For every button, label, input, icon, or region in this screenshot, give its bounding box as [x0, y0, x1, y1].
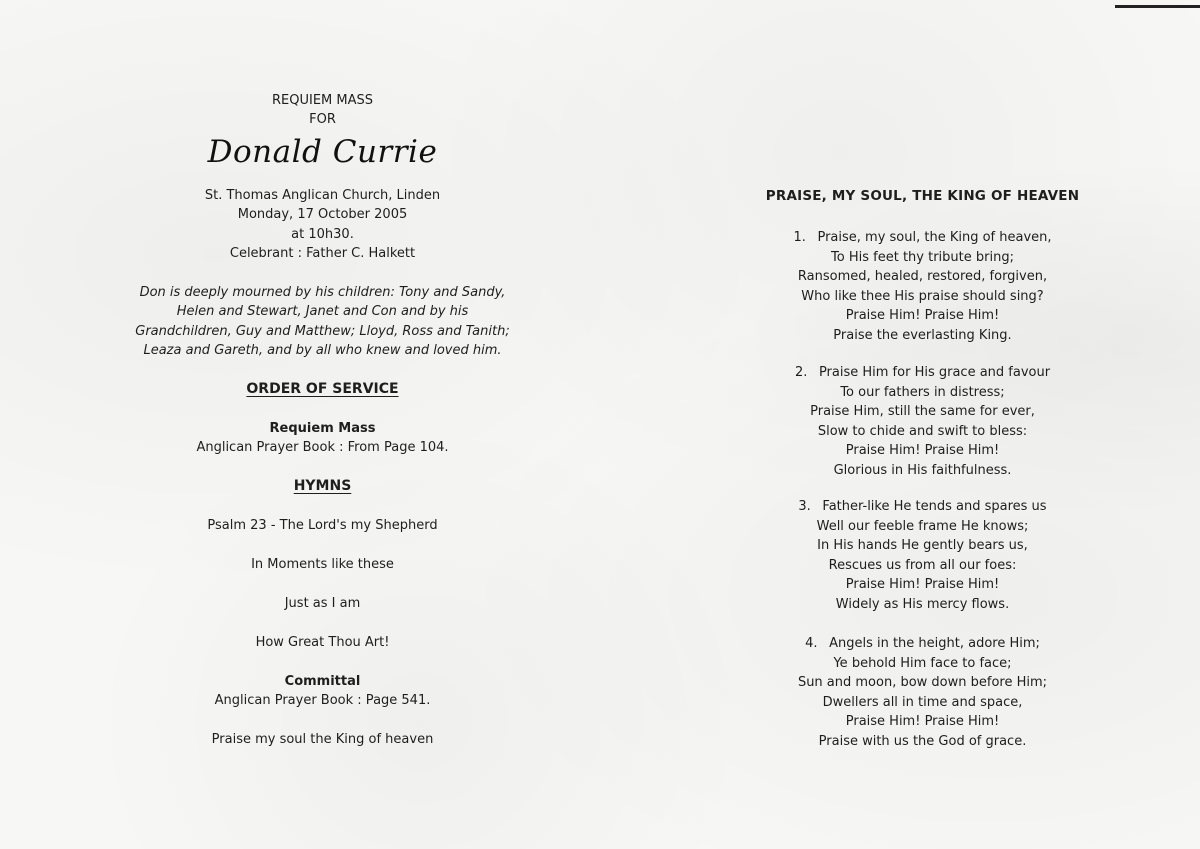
requiem-mass-title: Requiem Mass [269, 421, 376, 436]
verse-line: Praise Him, still the same for ever, [810, 404, 1035, 419]
verse-line: Rescues us from all our foes: [828, 557, 1017, 573]
verse-line [645, 228, 1200, 248]
verse-number: 4. [805, 636, 818, 651]
verse-line: Ye behold Him face to face; [833, 655, 1012, 671]
committal-title: Committal [284, 674, 361, 689]
verse-line: Who like thee His praise should sing? [801, 288, 1044, 304]
verse-text: Praise, my soul, the King of heaven, [817, 230, 1052, 245]
verse-line: Dwellers all in time and space, [822, 694, 1023, 710]
verse-text: Father-like He tends and spares us [822, 499, 1047, 514]
service-date: Monday, 17 October 2005 [237, 207, 408, 222]
hymn-verse [645, 497, 1200, 614]
deceased-name: Donald Currie [207, 134, 438, 170]
verse-line: Glorious in His faithfulness. [833, 462, 1012, 478]
verse-line: Praise Him! Praise Him! [845, 308, 1000, 323]
hymn-verse [645, 363, 1200, 480]
celebrant: Celebrant : Father C. Halkett [229, 246, 416, 261]
hymns-heading: HYMNS [293, 478, 352, 494]
committal-reference: Anglican Prayer Book : Page 541. [214, 693, 431, 708]
verse-line: Sun and moon, bow down before Him; [797, 675, 1048, 690]
order-of-service-heading: ORDER OF SERVICE [246, 381, 399, 397]
hymn-item: Just as I am [284, 596, 361, 611]
requiem-mass-reference: Anglican Prayer Book : From Page 104. [196, 440, 449, 455]
hymn-item: How Great Thou Art! [255, 635, 390, 650]
verse-number: 2. [794, 365, 808, 380]
hymn-verse [645, 634, 1200, 751]
mourned-by-line: Don is deeply mourned by his children: Tony and Sandy, [139, 285, 506, 300]
closing-hymn: Praise my soul the King of heaven [211, 732, 434, 747]
verse-text: Praise Him for His grace and favour [818, 365, 1051, 380]
mourned-by-line: Leaza and Gareth, and by all who knew and loved him. [143, 343, 502, 358]
verse-line: Well our feeble frame He knows; [816, 518, 1029, 534]
verse-line: Praise the everlasting King. [833, 327, 1012, 343]
hymn-verse [645, 228, 1200, 345]
verse-line [645, 363, 1200, 383]
verse-number: 1. [793, 230, 806, 245]
verse-line: Praise Him! Praise Him! [845, 577, 1000, 592]
verse-line: Slow to chide and swift to bless: [817, 423, 1028, 439]
right-page [645, 0, 1200, 849]
hymn-title: PRAISE, MY SOUL, THE KING OF HEAVEN [765, 188, 1080, 204]
verse-line [645, 497, 1200, 517]
church-name: St. Thomas Anglican Church, Linden [204, 188, 441, 203]
verse-line: Praise Him! Praise Him! [845, 714, 1000, 729]
verse-text: Angels in the height, adore Him; [829, 636, 1040, 651]
verse-line: Praise Him! Praise Him! [845, 443, 1000, 458]
verse-line: Praise with us the God of grace. [818, 733, 1027, 749]
for-line: FOR [309, 112, 336, 127]
hymn-item: Psalm 23 - The Lord's my Shepherd [207, 518, 438, 533]
verse-line: In His hands He gently bears us, [817, 538, 1028, 553]
hymn-item: In Moments like these [251, 557, 394, 572]
mourned-by-line: Grandchildren, Guy and Matthew; Lloyd, Ross and Tanith; [135, 324, 510, 339]
verse-number: 3. [798, 499, 811, 514]
verse-line [645, 634, 1200, 654]
verse-line: To our fathers in distress; [840, 384, 1005, 400]
verse-line: To His feet thy tribute bring; [831, 249, 1014, 265]
verse-line: Ransomed, healed, restored, forgiven, [797, 269, 1048, 284]
requiem-mass-heading: REQUIEM MASS [271, 93, 373, 108]
verse-line: Widely as His mercy flows. [835, 596, 1010, 612]
mourned-by-line: Helen and Stewart, Janet and Con and by his [176, 304, 469, 319]
service-time: at 10h30. [291, 227, 354, 242]
